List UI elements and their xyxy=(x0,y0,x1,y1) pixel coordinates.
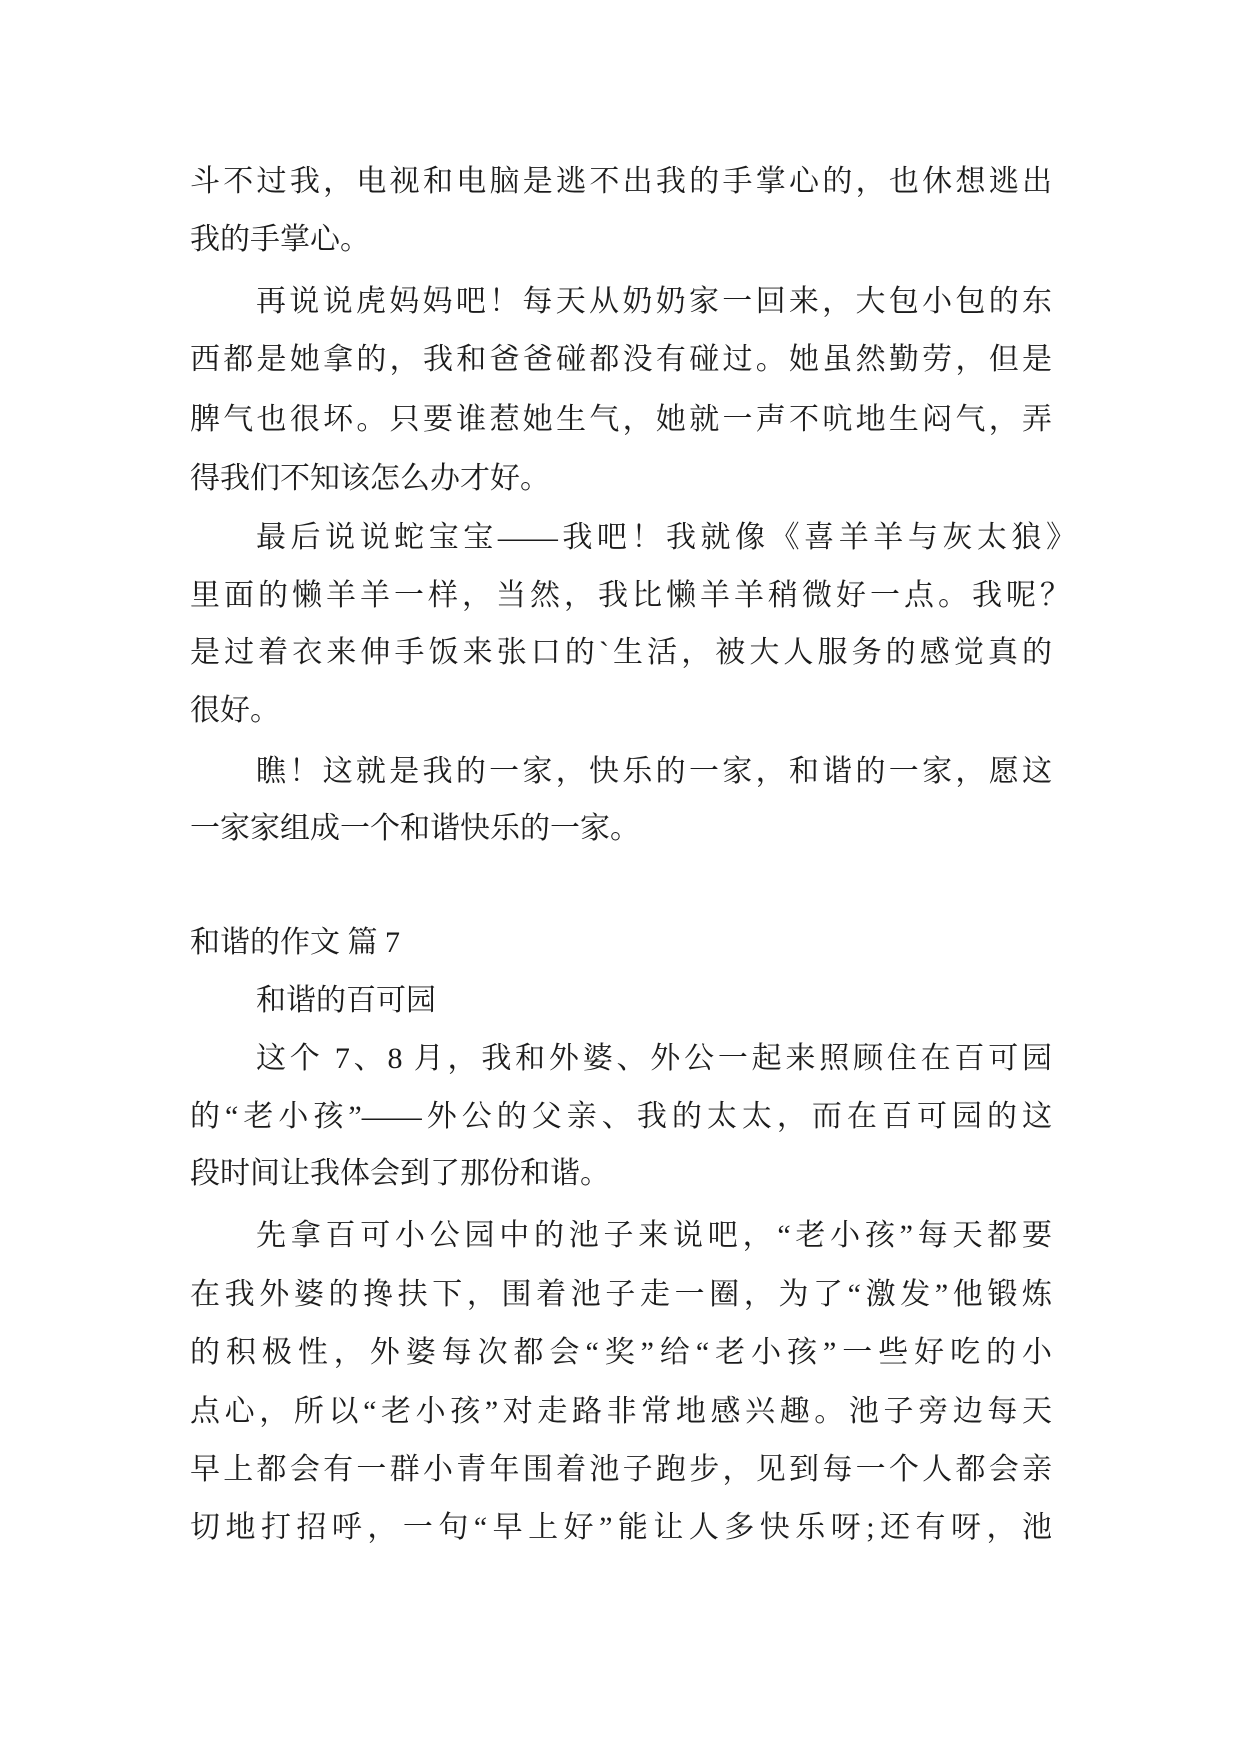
text-line: 我的手掌心。 xyxy=(190,223,370,256)
text-line: 脾气也很坏。只要谁惹她生气，她就一声不吭地生闷气，弄 xyxy=(190,403,1052,436)
text-line: 很好。 xyxy=(190,694,280,727)
text-line: 得我们不知该怎么办才好。 xyxy=(190,462,550,495)
text-line: 的“老小孩”——外公的父亲、我的太太，而在百可园的这 xyxy=(190,1100,1052,1133)
text-line: 这个 7、8 月，我和外婆、外公一起来照顾住在百可园 xyxy=(256,1042,1052,1075)
section-heading: 和谐的作文 篇 7 xyxy=(190,926,400,959)
essay-title: 和谐的百可园 xyxy=(256,984,436,1017)
text-line: 西都是她拿的，我和爸爸碰都没有碰过。她虽然勤劳，但是 xyxy=(190,343,1052,376)
text-line: 在我外婆的搀扶下，围着池子走一圈，为了“激发”他锻炼 xyxy=(190,1278,1052,1311)
text-line: 早上都会有一群小青年围着池子跑步，见到每一个人都会亲 xyxy=(190,1453,1052,1486)
text-line: 先拿百可小公园中的池子来说吧，“老小孩”每天都要 xyxy=(256,1219,1052,1252)
text-line: 最后说说蛇宝宝——我吧！我就像《喜羊羊与灰太狼》 xyxy=(256,521,1076,554)
text-line: 的积极性，外婆每次都会“奖”给“老小孩”一些好吃的小 xyxy=(190,1336,1052,1369)
text-line: 瞧！这就是我的一家，快乐的一家，和谐的一家，愿这 xyxy=(256,755,1052,788)
text-line: 里面的懒羊羊一样，当然，我比懒羊羊稍微好一点。我呢？ xyxy=(190,579,1070,612)
text-line: 一家家组成一个和谐快乐的一家。 xyxy=(190,812,640,845)
text-line: 斗不过我，电视和电脑是逃不出我的手掌心的，也休想逃出 xyxy=(190,165,1052,198)
text-line: 段时间让我体会到了那份和谐。 xyxy=(190,1157,610,1190)
text-line: 是过着衣来伸手饭来张口的`生活，被大人服务的感觉真的 xyxy=(190,636,1052,669)
text-line: 再说说虎妈妈吧！每天从奶奶家一回来，大包小包的东 xyxy=(256,285,1052,318)
text-line: 点心，所以“老小孩”对走路非常地感兴趣。池子旁边每天 xyxy=(190,1395,1052,1428)
text-line: 切地打招呼，一句“早上好”能让人多快乐呀;还有呀，池 xyxy=(190,1511,1052,1544)
